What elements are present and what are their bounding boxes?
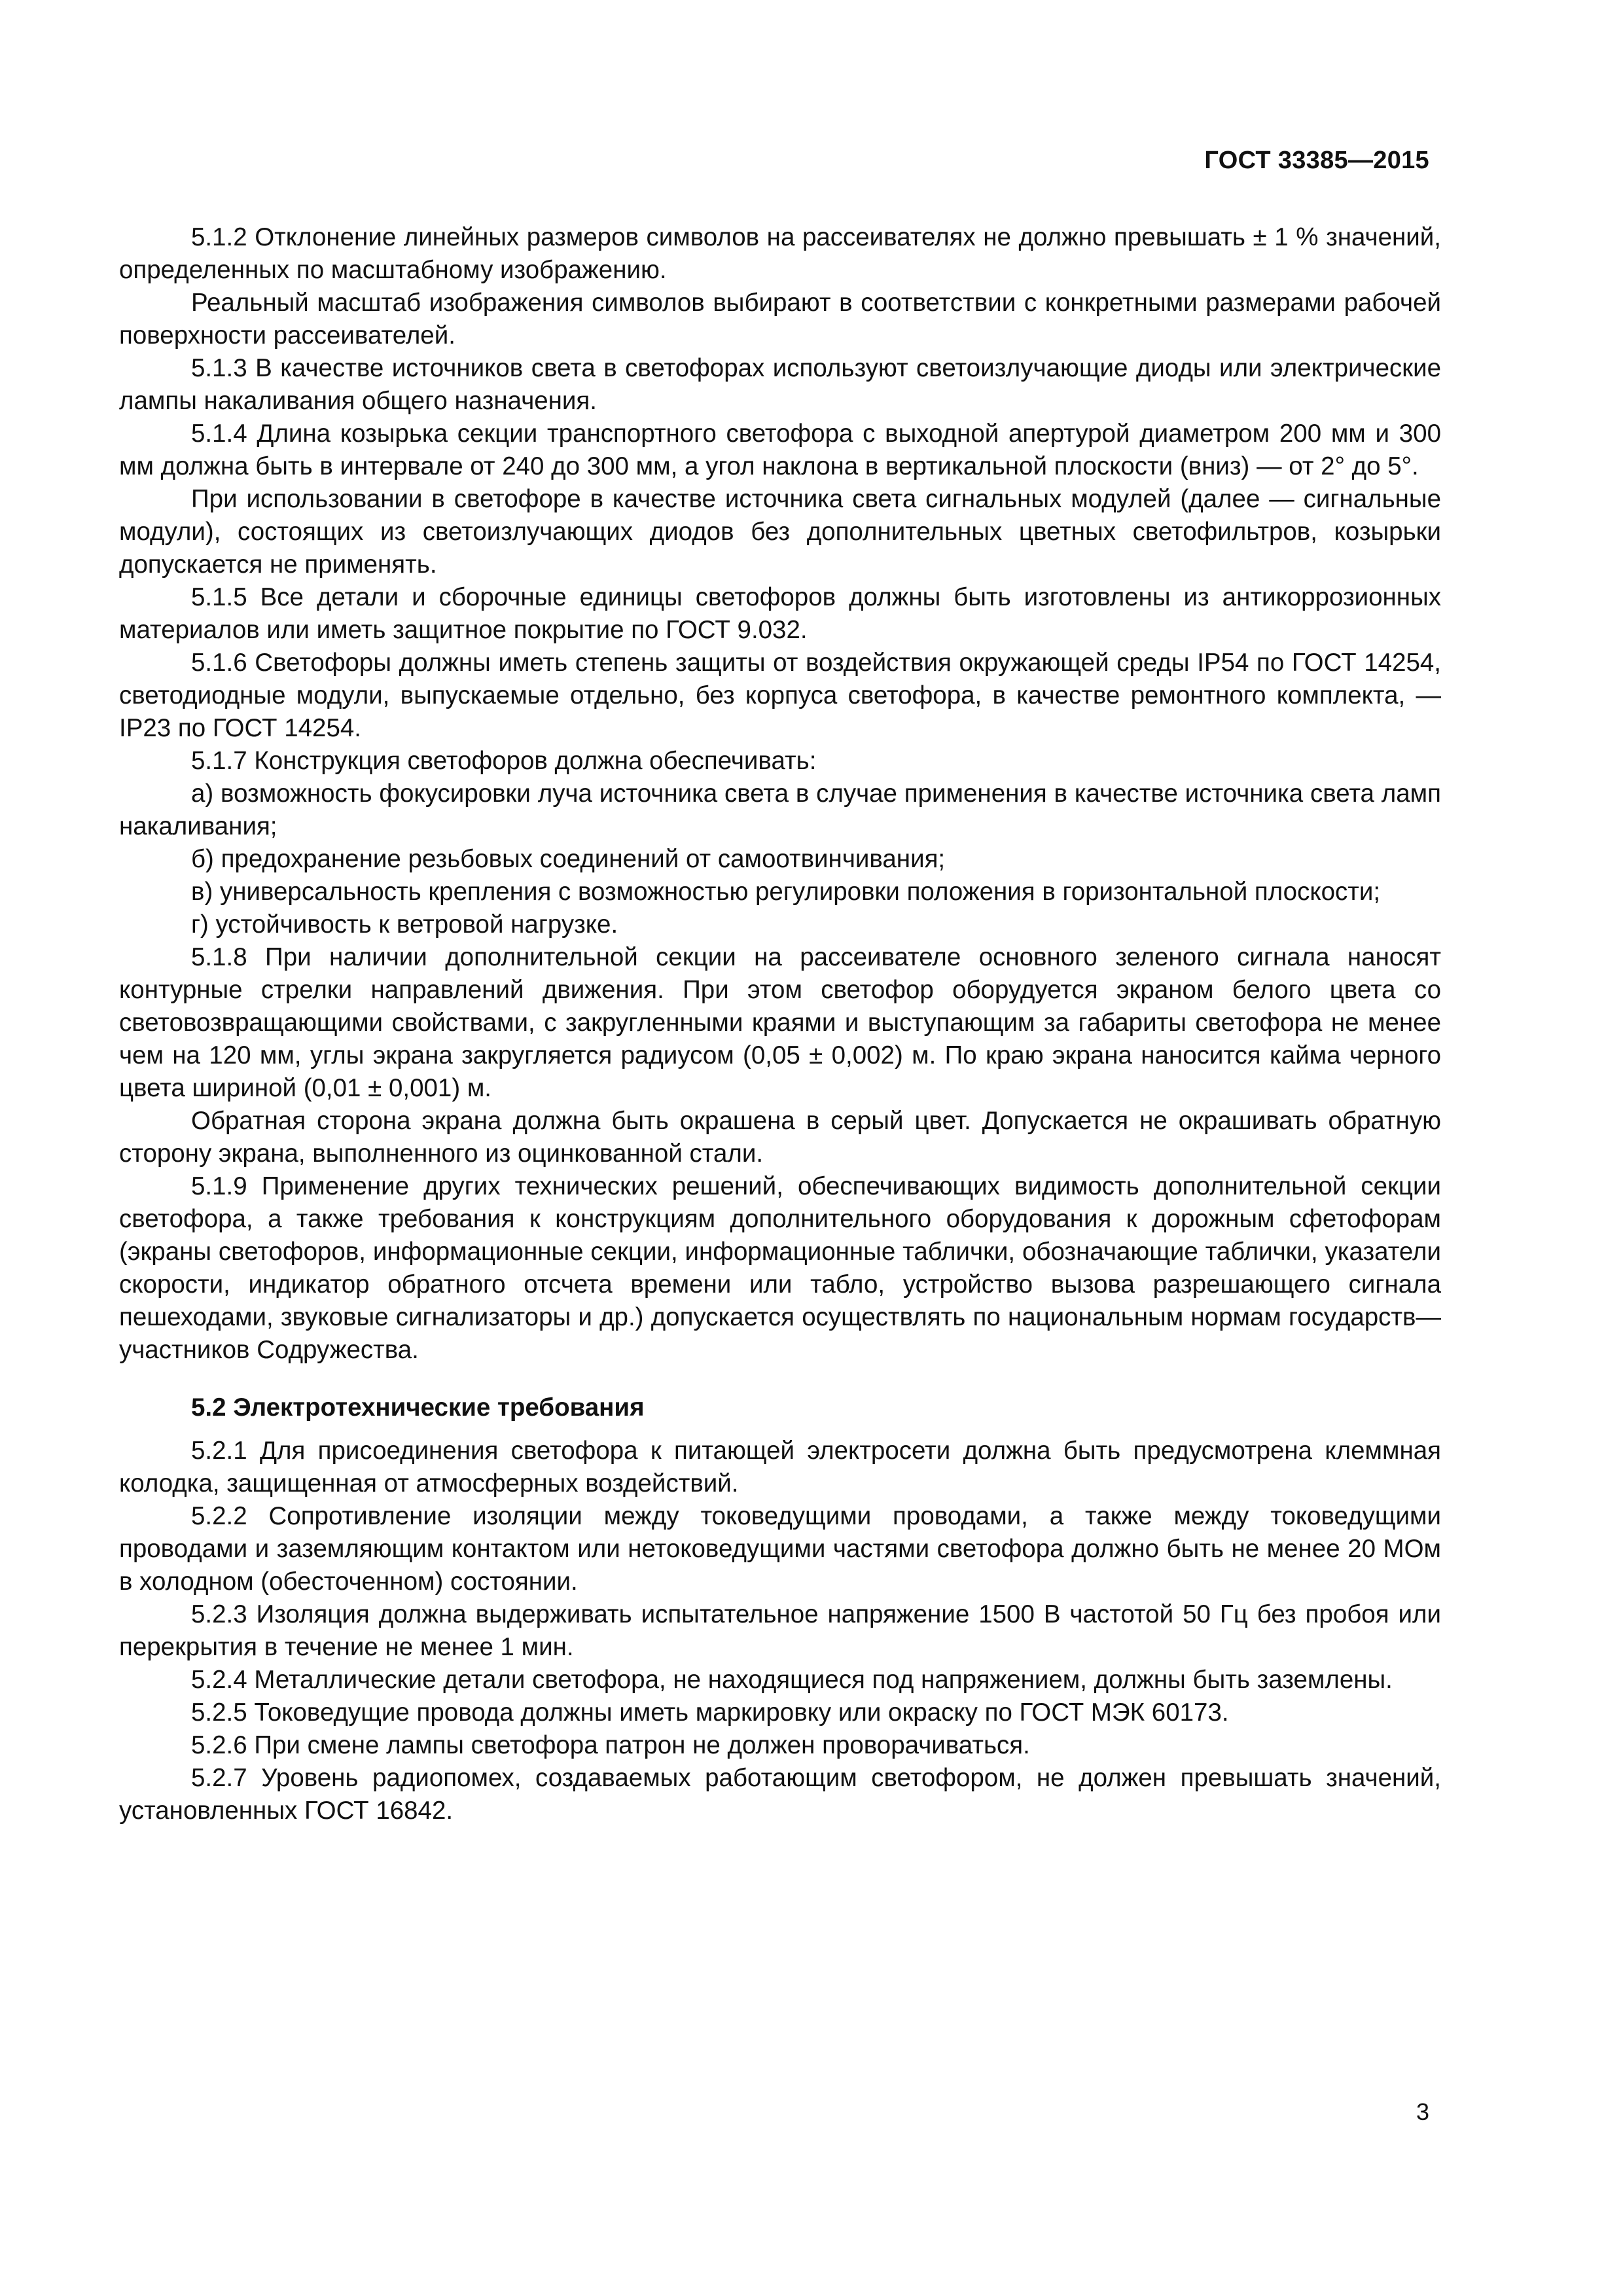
paragraph-5-1-8: 5.1.8 При наличии дополнительной секции на рассеивателе основного зеленого сигнала наносят контурные стрелки направлений движения. При этом светофор оборудуется экраном белого цвета со световозвращающими свойствами, с закругленными краями и выступающим за габариты светофора не менее чем на 120 мм, углы экрана закругляется радиусом (0,05 ± 0,002) м. По краю экрана наносится кайма черного цвета шириной (0,01 ± 0,001) м. — [119, 943, 1441, 1102]
document-header-id: ГОСТ 33385—2015 — [1204, 147, 1429, 174]
paragraph-5-2-2: 5.2.2 Сопротивление изоляции между токоведущими проводами, а также между токоведущими проводами и заземляющим контактом или нетоковедущими частями светофора должно быть не менее 20 МОм в холодном (обесточенном) состоянии. — [119, 1502, 1441, 1596]
list-item-b: б) предохранение резьбовых соединений от самоотвинчивания; — [191, 845, 946, 873]
paragraph-5-1-2: 5.1.2 Отклонение линейных размеров символов на рассеивателях не должно превышать ± 1 % значений, определенных по масштабному изображению. — [119, 223, 1441, 284]
paragraph-5-2-3: 5.2.3 Изоляция должна выдерживать испытательное напряжение 1500 В частотой 50 Гц без пробоя или перекрытия в течение не менее 1 мин. — [119, 1600, 1441, 1661]
paragraph-5-1-4: 5.1.4 Длина козырька секции транспортного светофора с выходной апертурой диаметром 200 мм и 300 мм должна быть в интервале от 240 до 300 мм, а угол наклона в вертикальной плоскости (вниз) — от 2° до 5°. — [119, 420, 1441, 480]
paragraph-5-2-7: 5.2.7 Уровень радиопомех, создаваемых работающим светофором, не должен превышать значений, установленных ГОСТ 16842. — [119, 1764, 1441, 1825]
paragraph-signal-modules: При использовании в светофоре в качестве источника света сигнальных модулей (далее — сигнальные модули), состоящих из светоизлучающих диодов без дополнительных цветных светофильтров, козырьки допускается не применять. — [119, 485, 1441, 579]
list-item-a: а) возможность фокусировки луча источника света в случае применения в качестве источника света ламп накаливания; — [119, 780, 1441, 840]
list-item-g: г) устойчивость к ветровой нагрузке. — [191, 910, 618, 939]
paragraph-5-1-7: 5.1.7 Конструкция светофоров должна обеспечивать: — [191, 747, 817, 775]
paragraph-5-1-5: 5.1.5 Все детали и сборочные единицы светофоров должны быть изготовлены из антикоррозионных материалов или иметь защитное покрытие по ГОСТ 9.032. — [119, 583, 1441, 644]
paragraph-5-1-9: 5.1.9 Применение других технических решений, обеспечивающих видимость дополнительной секции светофора, а также требования к конструкциям дополнительного оборудования к дорожным сфетофорам (экраны светофоров, информационные секции, информационные таблички, обозначающие таблички, указатели скорости, индикатор обратного отсчета времени или табло, устройство вызова разрешающего сигнала пешеходами, звуковые сигнализаторы и др.) допускается осуществлять по национальным нормам государств—участников Содружества. — [119, 1172, 1441, 1364]
paragraph-5-2-4: 5.2.4 Металлические детали светофора, не находящиеся под напряжением, должны быть заземлены. — [191, 1666, 1393, 1694]
paragraph-5-2-5: 5.2.5 Токоведущие провода должны иметь маркировку или окраску по ГОСТ МЭК 60173. — [191, 1698, 1229, 1727]
section-heading-5-2: 5.2 Электротехнические требования — [191, 1393, 645, 1422]
document-body — [119, 221, 1441, 1827]
paragraph-5-1-6: 5.1.6 Светофоры должны иметь степень защиты от воздействия окружающей среды IP54 по ГОСТ 14254, светодиодные модули, выпускаемые отдельно, без корпуса светофора, в качестве ремонтного комплекта, — IP23 по ГОСТ 14254. — [119, 649, 1441, 742]
list-item-v: в) универсальность крепления с возможностью регулировки положения в горизонтальной плоскости; — [191, 878, 1381, 906]
paragraph-symbol-scale: Реальный масштаб изображения символов выбирают в соответствии с конкретными размерами рабочей поверхности рассеивателей. — [119, 289, 1441, 350]
paragraph-5-1-3: 5.1.3 В качестве источников света в светофорах используют светоизлучающие диоды или электрические лампы накаливания общего назначения. — [119, 354, 1441, 415]
paragraph-screen-back: Обратная сторона экрана должна быть окрашена в серый цвет. Допускается не окрашивать обратную сторону экрана, выполненного из оцинкованной стали. — [119, 1107, 1441, 1168]
page-number: 3 — [1416, 2098, 1429, 2125]
paragraph-5-2-6: 5.2.6 При смене лампы светофора патрон не должен проворачиваться. — [191, 1731, 1030, 1759]
paragraph-5-2-1: 5.2.1 Для присоединения светофора к питающей электросети должна быть предусмотрена клеммная колодка, защищенная от атмосферных воздействий. — [119, 1437, 1441, 1498]
